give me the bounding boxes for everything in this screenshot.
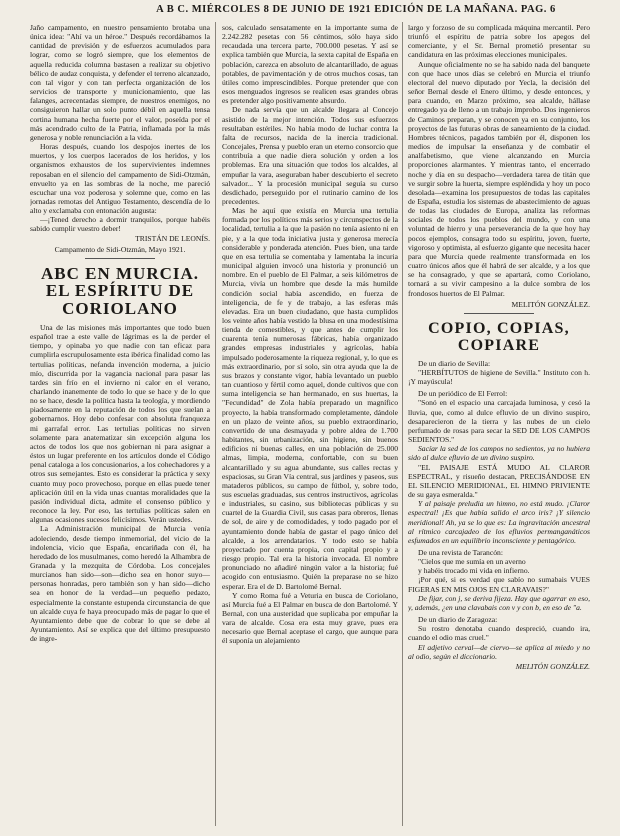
column-left [30, 23, 210, 828]
divider [85, 258, 155, 259]
section-title: COPIO, COPIAS, [428, 319, 570, 337]
article-paragraph: largo y forzoso de su complicada máquina mercantil. Pero triunfó el espíritu de patria sobre los apegos del comerciante, y el Sr. Bernal prometió presentar su candidatura en las próximas elecciones municipales. [408, 23, 590, 60]
source-intro: De un diario de Sevilla: [418, 358, 491, 368]
source-intro: De una revista de Tarancón: [418, 547, 503, 557]
source-intro: De un diario de Zaragoza: [418, 615, 498, 625]
comment: Sacíar la sed de los campos no sedientos, ya no hubiera sido al dulce efluvio de un divino suspiro. [408, 444, 590, 463]
page-header: A B C. MIÉRCOLES 8 DE JUNIO DE 1921 EDICIÓN DE LA MAÑANA. PAG. 6 [156, 4, 556, 15]
article-paragraph: De nada servía que un alcalde llegara al Concejo asistido de la mejor intención. Todos sus esfuerzos resultaban estériles. No había modo de luchar contra la falta de recursos, nacida de la inercia tradicional. Concejales, Prensa y pueblo eran un eterno consorcio que contribuía a que nadie diera solución y orden a los problemas. Era una situación que todos los alcaldes, al empuñar la vara, aseguraban haber descubierto el secreto salvador... Y la procesión municipal seguía su curso desdichado, perseguido por el rutinario camino de los precedentes. [222, 105, 398, 206]
column-rule [402, 22, 403, 826]
comment: De fijar, con j, se deriva fijeza. Hay que agarrar en eso, y, además, ¿en una clavabais con v y con b, en eso de "a. [408, 593, 590, 612]
quotation: "HERBÍTUTOS de higiene de Sevilla." Instituto con h. ¡Y mayúscula! [408, 368, 590, 387]
column-rule [215, 22, 216, 826]
article-paragraph: Jaño campamento, en nuestro pensamiento brotaba una única idea: "Ahí va un héroe." Después recordábamos la cantidad de previsión y de esfuerzos acumulados para lograr, como se logró siempre, que los elementos de aquella reducida columna bastasen a realizar su objetivo bélico de audaz conquista, y defender el terreno alcanzado, con tal vigor y con tan perfecta organización de los servicios de transporte y municionamiento, que las falanges, acrecentadas siempre, de nuestros enemigos, no consiguieron hallar un solo punto débil en aquella tensa cortina humana hecha fuerte por el valor, poseída por el más acendrado culto de la Patria, inflamada por la más generosa y noble renunciación a la vida. [30, 23, 210, 142]
headline: ABC EN MURCIA. [40, 263, 200, 283]
quotation: Su rostro denotaba cuando despreció, cuando ira, cuando el odio mas cruel." [408, 624, 590, 643]
article-paragraph: Y como Roma fué a Veturia en busca de Coriolano, así Murcia fué a El Palmar en busca de don Bartolomé. Y Bernal, con una austeridad que suplicaba por empuñar la vara de alcalde. Cosa era esta muy grave, pues era necesario que Bernal aceptase el cargo, que aunque para él suponía un alejamiento [222, 590, 398, 646]
quotation: "EL PAISAJE ESTÁ MUDO AL CLAROR ESPECTRAL, y risueño destacan, PRECISÁNDOSE EN EL SILENCIO MERIDIONAL, EL HIMNO PRIVIENTE de su gaya esmeralda." [408, 462, 590, 500]
verse-line: "Cielos que me sumía en un averno [418, 557, 526, 567]
article-paragraph: Aunque oficialmente no se ha sabido nada del banquete con que hace unos días se celebró en Murcia el triunfo electoral del nuevo diputado por Yecla, la decisión del señor Bernal desde el Enero último, y desde entonces, y para cuando, en Marzo próximo, sea alcalde, hállase entregado ya de lleno a un trabajo ímprobo. Dos ingenieros de Caminos preparan, y se conocen ya en su conjunto, los proyectos de las futuras obras de saneamiento de la ciudad. Hombres técnicos, pagados también por él, disponen los medios de impulsar la enseñanza y de combatir el analfabetismo, que viene alcanzando en Murcia proporciones alarmantes. Y mientras tanto, el encerrado noche y día en su despacho—verdadera tarea de titán que ve surgir sobre la huerta, siempre espléndida y hoy un poco desolada—examina los presupuestos de todas las capitales de España, estudia los sistemas de abastecimiento de aguas de todas las ciudades de Europa, analiza las reformas sociales de todos los pueblos del mundo, y con una voluntad de hierro y una perseverancia de la que hoy hay pocos ejemplos, consagra todo su espíritu, joven, fuerte, vigoroso y optimista, al esfuerzo gigante que necesita hacer para que Murcia quede realmente transformada en los cuatro únicos años que él habrá de ser alcalde, y a los que se ha consagrado, y que se apartará, como Coriolano, tornará a su vivir campesino a la dulce sombra de los frondosos huertos de El Palmar. [408, 59, 590, 298]
source-intro: De un periódico de El Ferrol: [418, 389, 508, 399]
dateline: Campamento de Sidi-Otzmán, Mayo 1921. [54, 244, 186, 254]
author-byline: TRISTÁN DE LEONÍS. [135, 233, 210, 243]
article-paragraph: Horas después, cuando los despojos inertes de los muertos, y los cuerpos lacerados de los heridos, y los organismos exhaustos de los supervivientes indemnes reposaban en el silencio del campamento de Sidi-Otzmán, envuelto ya en las sombras de la noche, me pareció escuchar una voz poderosa y solemne que, como en las jornadas remotas del Antiguo Testamento, descendía de lo alto y exclamaba con entonación augusta: [30, 142, 210, 216]
divider [464, 313, 534, 314]
article-paragraph: Una de las misiones más importantes que todo buen español trae a este valle de lágrimas es la de perder el tiempo, y opinaba yo que nadie con tan eficaz para cumplirla escrupulosamente esta ibérica finalidad como las tertulias políticas, nefanda invención moderna, a juicio mío, discurrida por la vagancia nacional para pasar las tardes sin frío en el invierno ni calor en el verano, charlando inanemente de todo lo que se hace y de lo que no se hace, desde la política hasta la teología, y mordiendo piadosamente en la reputación de todos los que suelan a gobernarnos. Hoy debo confesar con absoluta franqueza mi garrafal error. Las tertulias políticas no sirven solamente para anatematizar sin excepción alguna los actos de todos los que nos gobiernan ni para asignar a éstos un lugar preferente en los artículos donde el Código penal cataloga a los concusionarios, a los cohechadores y a otros sus semejantes. Esto es considerar la práctica y sexy cuanto muy poco provechoso, porque en ellas puede tener aplicación útil en la vida unas cuantas moralidades que la pasión individual dicta, admite el consenso público y reconoce la ley. Por eso, las tertulias políticas salen en algunas ocasiones sucesos felicísimos. Verán ustedes. [30, 322, 210, 525]
column-right [408, 23, 590, 828]
headline-sub: EL ESPÍRITU DE CORIOLANO [45, 280, 195, 318]
verse-line: ¡Por qué, si es verdad que sabío no sumabais VUES FIGERAS EN MIS OJOS EN CLARAVAIS?" [408, 575, 590, 594]
quotation: "Sonó en el espacio una carcajada luminosa, y cesó la lluvia, que, como al dulce efluvio de un divino suspiro, desaparecieron de la tierra y las nubes de un cielo perfumado de rosas para secar la SED DE LOS CAMPOS SEDIENTOS." [408, 398, 590, 445]
comment: Y al paisaje preludia un himno, no está mudo. ¡Claror espectral! ¡Es que había salido el arco iris? ¡Y silencio meridional! Ah, ya se lo que es: La ingravitación ancestral al rítmico carcajadeo de los efluvios permanganáticos esfumados en un equilibrio inconsciente y pentagórico. [408, 499, 590, 545]
section-title-sub: COPIARE [457, 336, 541, 354]
article-paragraph: sos, calculado sensatamente en la importante suma de 2.242.282 pesetas con 56 céntimos, sólo haya sido recaudada una tercera parte, 700.000 pesetas. Y así se explica también que Murcia, la sexta capital de España en población, carezca en absoluto de alcantarillado, de aguas potables, de pavimentación y de otros muchos cosas, tan útiles como imprescindibles. Porque pretender que con esos menguados ingresos se realicen esas grandes obras es pretender algo positivamente absurdo. [222, 23, 398, 106]
article-paragraph: —¡Tened derecho a dormir tranquilos, porque habéis sabido cumplir vuestro deber! [30, 215, 210, 234]
author-signature: MELITÓN GONZÁLEZ. [515, 661, 590, 671]
article-paragraph: La Administración municipal de Murcia venía adoleciendo, desde tiempo inmemorial, del vicio de la indolencia, vicio que España, encariñada con él, ha heredado de los musulmanes, como heredó la Alhambra de Granada y la mezquita de Córdoba. Los concejales murcianos han sido—son—dicho sea en honor suyo—personas honradas, pero también son y han sido—dicho sea en honor de la verdad—un pequeño pedazo, especialmente la constante estupenda circunstancia de que un alcalde cuya fe haya preocupado más de pagar lo que el Ayuntamiento debe que de cobrar lo que se debe al Ayuntamiento. Así se explica que del último presupuesto de ingre- [30, 524, 210, 644]
author-byline: MELITÓN GONZÁLEZ. [511, 299, 590, 309]
article-paragraph: Mas he aquí que existía en Murcia una tertulia formada por los políticos más serios y circunspectos de la localidad, tertulia a la que la pasión no tenía asiento ni en pie, y a la que toda iniciativa justa y generosa merecía considerable y ponderada atención. Pues bien, una tarde que en esa tertulia se comentaba y lamentaba la incuria municipal alguien invocó una historia y pronunció un nombre. En el pueblo de El Palmar, a seis kilómetros de Murcia, vivía un hombre que desde la más humilde condición social había ascendido, en fuerza de inteligencia, de fe y de trabajo, a las esferas más elevadas. Era un buen ciudadano, que hasta cumplidos los veinte años había vestido la blusa en una modestísima tienda de comestibles, y que antes de cumplir los cuarenta tenía numerosas fábricas, había organizado grandes empresas industriales y agrícolas, había impulsado poderosamente la riqueza regional, y, lo que es más extraordinario, por sí solo, sin otra ayuda que la de sus brazos y constante vigor, había levantado un pueblo tan cuantioso y fértil como aquel, donde cultivos que con suma inteligencia se han hermanado, en sus huertas, la "Fecundidad" de Zola había preparado un magnífico proyecto, la había transformado completamente, dándole en un plazo de veinte años, su pueblo extraordinario, convertido de una desmayada y pobre aldea de 1.700 habitantes, sin urbanización, sin higiene, sin buenos edificios ni buenas calles, en una población de 25.000 almas, limpia, moderna, confortable, con su buen alcantarillado y su agua abundante, sus calles rectas y espaciosas, su Gran Vía central, sus jardines y paseos, sus mataderos públicos, su campo de fútbol, y, sobre todo, sus escuelas graduadas, sus centros instructivos, agrícolas e industriales, su casino, sus bibliotecas públicas y su cuartel de la Guardia Civil, sus casas para obreros, llenas de sol, de aire y de comodidades, y todo pagado por el ayuntamiento donde había de gastar el pago único del alcalde, a los arrendatarios. Y todo esto se había proyectado por cuenta propia, con capital propio y a riesgo propio. Tal era la historia invocada. El nombre pronunciado no añadiré ningún valor a la historia; fué acogido con entusiasmo. Quién la preparase no se hizo esperar. Era el de D. Bartolomé Bernal. [222, 206, 398, 591]
comment: El adjetivo cerval—de ciervo—se aplica al miedo y no al odio, según el diccionario. [408, 642, 590, 661]
column-middle [222, 23, 398, 828]
verse-line: y habéis trocado mi vida en infierno. [418, 566, 530, 576]
